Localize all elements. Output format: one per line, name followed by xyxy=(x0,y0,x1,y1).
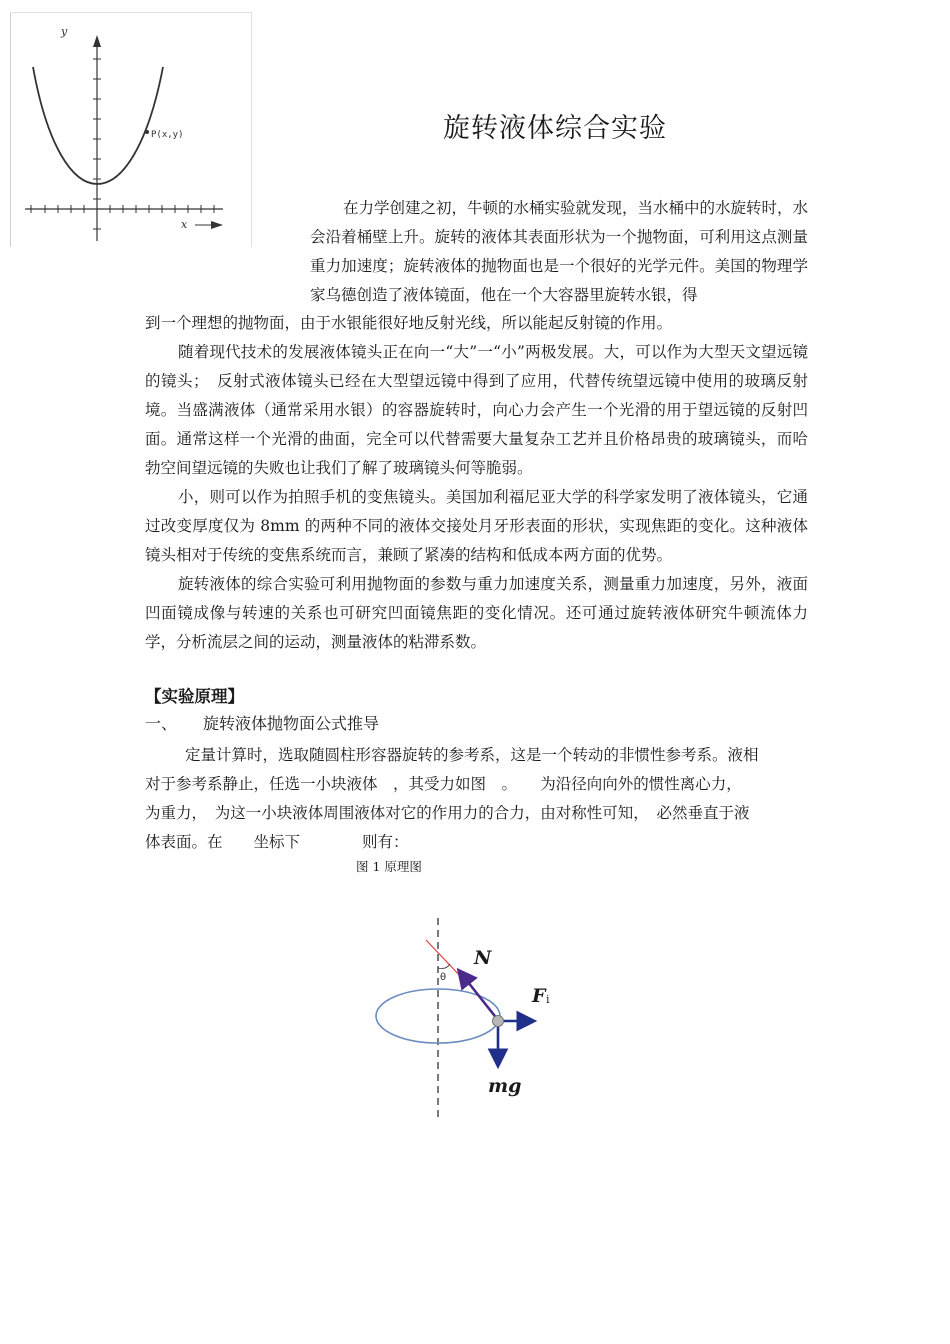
intro-paragraph-1-tail: 到一个理想的抛物面，由于水银能很好地反射光线，所以能起反射镜的作用。 xyxy=(145,314,673,332)
section-heading: 【实验原理】 xyxy=(145,687,244,706)
principle-line-4: 体表面。在 坐标下 则有： xyxy=(145,833,409,851)
parabola-figure xyxy=(10,12,252,247)
label-mg: mg xyxy=(488,1075,522,1097)
force-diagram-svg xyxy=(360,918,560,1123)
intro-paragraph-4: 旋转液体的综合实验可利用抛物面的参数与重力加速度关系，测量重力加速度，另外，液面凹面镜成像与转速的关系也可研究凹面镜焦距的变化情况。还可通过旋转液体研究牛顿流体力学，分析流层之间的运动，测量液体的粘滞系数。 xyxy=(145,575,808,651)
theta-arc xyxy=(438,964,450,969)
intro-paragraph-1 xyxy=(310,194,808,310)
label-f-sub: i xyxy=(546,993,550,1006)
point-p-label: P(x,y) xyxy=(151,130,184,140)
principle-line-2: 对于参考系静止，任选一小块液体 ，其受力如图 。 为沿径向向外的惯性离心力， xyxy=(145,775,742,793)
label-n: N xyxy=(474,947,492,969)
point-p-marker xyxy=(145,130,149,134)
liquid-particle xyxy=(493,1016,504,1027)
label-f: F xyxy=(532,985,546,1007)
y-axis-label: y xyxy=(61,25,68,38)
intro-paragraph-2: 随着现代技术的发展液体镜头正在向一“大”一“小”两极发展。大，可以作为大型天文望远镜的镜头； 反射式液体镜头已经在大型望远镜中得到了应用，代替传统望远镜中使用的玻璃反射境。当盛满液体（通常采用水银）的容器旋转时，向心力会产生一个光滑的用于望远镜的反射凹面。通常这样一个光滑的曲面，完全可以代替需要大量复杂工艺并且价格昂贵的玻璃镜头，而哈勃空间望远镜的失败也让我们了解了玻璃镜头何等脆弱。 xyxy=(145,343,808,477)
y-axis-arrow xyxy=(93,35,101,47)
subsection-number: 一、 xyxy=(145,714,178,733)
parabola-curve xyxy=(33,67,163,184)
intro-paragraph-3: 小，则可以作为拍照手机的变焦镜头。美国加利福尼亚大学的科学家发明了液体镜头，它通过改变厚度仅为 8mm 的两种不同的液体交接处月牙形表面的形状，实现焦距的变化。这种液体镜头相对于传统的变焦系统而言，兼顾了紧凑的结构和低成本两方面的优势。 xyxy=(145,488,808,564)
theta-label: θ xyxy=(440,972,447,983)
x-label-arrow-head xyxy=(211,221,223,229)
principle-line-1: 定量计算时，选取随圆柱形容器旋转的参考系，这是一个转动的非惯性参考系。液相 xyxy=(185,746,759,764)
normal-force-arrow xyxy=(460,972,498,1020)
intro-paragraph-1-text: 在力学创建之初，牛顿的水桶实验就发现，当水桶中的水旋转时，水会沿着桶壁上升。旋转的液体其表面形状为一个抛物面，可利用这点测量重力加速度；旋转液体的抛物面也是一个很好的光学元件。美国的物理学家乌德创造了液体镜面，他在一个大容器里旋转水银，得 xyxy=(310,199,809,304)
force-diagram xyxy=(360,918,560,1123)
subsection-title: 旋转液体抛物面公式推导 xyxy=(203,714,380,733)
page-title: 旋转液体综合实验 xyxy=(443,113,667,144)
principle-line-3: 为重力， 为这一小块液体周围液体对它的作用力的合力，由对称性可知， 必然垂直于液 xyxy=(145,804,750,822)
parabola-graph xyxy=(11,13,251,247)
principle-paragraph xyxy=(145,741,808,857)
intro-body xyxy=(145,309,808,657)
figure-caption: 图 1 原理图 xyxy=(356,859,422,874)
subsection-heading xyxy=(145,711,379,734)
x-axis-label: x xyxy=(181,218,188,231)
